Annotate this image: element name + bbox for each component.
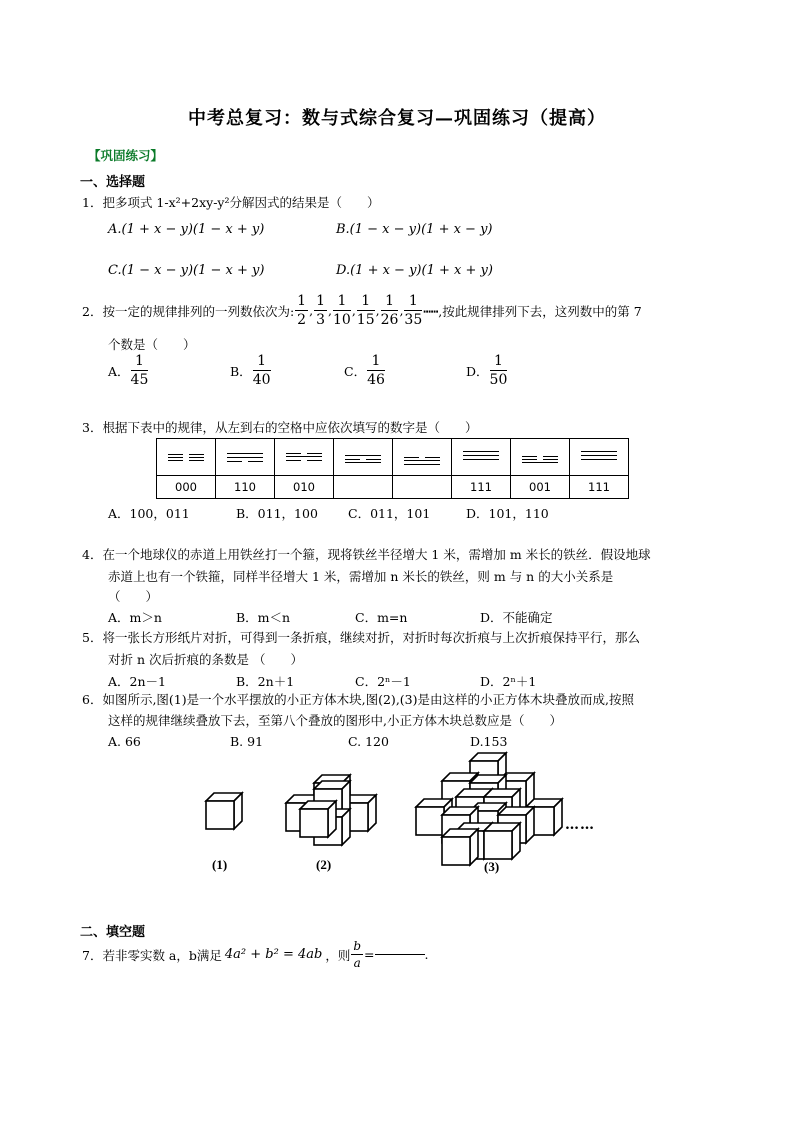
q7-end: . bbox=[424, 947, 429, 962]
q2-fraction-6: $\frac{1}{35}$ bbox=[404, 293, 423, 328]
q3-option-a: A．100，011 bbox=[108, 506, 190, 521]
q5-line1: 5．将一张长方形纸片对折，可得到一条折痕，继续对折，对折时每次折痕与上次折痕保持平行，那么 bbox=[82, 630, 640, 645]
q5-line2: 对折 n 次后折痕的条数是 （ ） bbox=[108, 652, 303, 667]
symbol-cell-3 bbox=[275, 439, 334, 476]
q2-stem-pre: 2．按一定的规律排列的一列数依次为: bbox=[82, 303, 295, 319]
q2-fraction-5: $\frac{1}{26}$ bbox=[380, 293, 399, 328]
code-cell-4 bbox=[334, 476, 393, 499]
q6-line1: 6．如图所示,图(1)是一个水平摆放的小正方体木块,图(2),(3)是由这样的小正方体木块叠放而成,按照 bbox=[82, 692, 634, 707]
q6-option-d: D.153 bbox=[470, 734, 508, 749]
code-cell-2: 110 bbox=[216, 476, 275, 499]
q6-figure bbox=[150, 745, 600, 885]
code-cell-6: 111 bbox=[452, 476, 511, 499]
q7-equation: 4a² + b² = 4ab bbox=[224, 947, 323, 962]
code-cell-8: 111 bbox=[570, 476, 629, 499]
q7-pre: 7．若非零实数 a，b满足 bbox=[82, 947, 222, 963]
symbol-cell-1 bbox=[157, 439, 216, 476]
q5-option-d: D．2ⁿ＋1 bbox=[480, 674, 537, 689]
q2-stem-line2: 个数是（ ） bbox=[108, 337, 196, 352]
code-cell-7: 001 bbox=[511, 476, 570, 499]
q4-option-c: C．m=n bbox=[355, 610, 408, 625]
q7-stem bbox=[82, 940, 429, 969]
q6-line2: 这样的规律继续叠放下去，至第八个叠放的图形中,小正方体木块总数应是（ ） bbox=[108, 713, 562, 728]
symbol-cell-4 bbox=[334, 439, 393, 476]
q4-option-a: A．m＞n bbox=[108, 610, 162, 625]
q2-fraction-1: $\frac{1}{2}$ bbox=[297, 293, 307, 328]
q5-option-b: B．2n＋1 bbox=[236, 674, 295, 689]
q7-answer-blank[interactable] bbox=[375, 954, 425, 955]
symbol-cell-6 bbox=[452, 439, 511, 476]
symbol-cell-2 bbox=[216, 439, 275, 476]
symbol-cell-8 bbox=[570, 439, 629, 476]
section-tag: 【巩固练习】 bbox=[88, 148, 164, 163]
q2-stem-post: ┅┅,按此规律排列下去，这列数中的第 7 bbox=[423, 303, 642, 319]
q6-option-a: A. 66 bbox=[108, 734, 141, 749]
q7-mid: ，则 bbox=[325, 947, 351, 963]
q1-stem: 1．把多项式 1-x²+2xy-y²分解因式的结果是（ ） bbox=[82, 195, 380, 210]
q1-option-b: B.(1 − x − y)(1 + x − y) bbox=[336, 222, 493, 237]
q4-option-b: B．m＜n bbox=[236, 610, 291, 625]
q4-line3: （ ） bbox=[108, 589, 159, 604]
q4-option-d: D．不能确定 bbox=[480, 610, 553, 625]
cube-figure-3 bbox=[416, 753, 562, 865]
q3-option-c: C．011，101 bbox=[348, 506, 431, 521]
cube-figure-2 bbox=[286, 775, 376, 845]
code-cell-1: 000 bbox=[157, 476, 216, 499]
code-cell-3: 010 bbox=[275, 476, 334, 499]
fig-label-3: (3) bbox=[484, 859, 500, 874]
q1-option-d: D.(1 + x − y)(1 + x + y) bbox=[336, 263, 493, 278]
q5-option-c: C．2ⁿ－1 bbox=[355, 674, 411, 689]
symbol-cell-5 bbox=[393, 439, 452, 476]
fig-label-2: (2) bbox=[316, 857, 332, 872]
q4-line1: 4．在一个地球仪的赤道上用铁丝打一个箍，现将铁丝半径增大 1 米，需增加 m 米长的铁丝．假设地球 bbox=[82, 547, 651, 562]
q2-option-c: C． $\frac{1}{46}$ bbox=[344, 353, 385, 388]
q7-fraction: $\frac{b}{a}$ bbox=[353, 939, 362, 970]
fig-label-1: (1) bbox=[212, 857, 228, 872]
q2-fraction-3: $\frac{1}{10}$ bbox=[332, 293, 351, 328]
q2-option-d: D． $\frac{1}{50}$ bbox=[466, 353, 508, 388]
q6-option-c: C. 120 bbox=[348, 734, 389, 749]
section-heading-fill: 二、填空题 bbox=[80, 925, 146, 940]
q3-option-d: D．101，110 bbox=[466, 506, 549, 521]
q3-pattern-table bbox=[156, 438, 629, 499]
page-title: 中考总复习：数与式综合复习—巩固练习（提高） bbox=[188, 108, 606, 129]
cube-figure-1 bbox=[206, 793, 242, 829]
symbol-cell-7 bbox=[511, 439, 570, 476]
q2-fraction-2: $\frac{1}{3}$ bbox=[316, 293, 325, 328]
q2-fraction-4: $\frac{1}{15}$ bbox=[356, 293, 375, 328]
q1-option-c: C.(1 − x − y)(1 − x + y) bbox=[108, 263, 265, 278]
q6-ellipsis: …… bbox=[565, 817, 595, 833]
q7-post: = bbox=[364, 947, 375, 962]
q1-option-a: A.(1 + x − y)(1 − x + y) bbox=[108, 222, 265, 237]
q2-stem: 2．按一定的规律排列的一列数依次为: $\frac{1}{2}$ , $\frac{1}{3}$ , $\frac{1}{10}$ , $\frac{1}{15}$ , $\frac{1}{26}$ , $\frac{1}{35}$ ┅┅,按此规律排列下去，这列数中的第 7 bbox=[82, 293, 642, 328]
section-heading-choice: 一、选择题 bbox=[80, 175, 146, 190]
q3-option-b: B．011，100 bbox=[236, 506, 318, 521]
q6-option-b: B. 91 bbox=[230, 734, 264, 749]
q4-line2: 赤道上也有一个铁箍，同样半径增大 1 米，需增加 n 米长的铁丝，则 m 与 n 的大小关系是 bbox=[108, 569, 614, 584]
q3-stem: 3．根据下表中的规律，从左到右的空格中应依次填写的数字是（ ） bbox=[82, 420, 478, 435]
q2-option-a: A． $\frac{1}{45}$ bbox=[108, 353, 149, 388]
q5-option-a: A．2n－1 bbox=[108, 674, 166, 689]
q2-option-b: B． $\frac{1}{40}$ bbox=[230, 353, 271, 388]
code-cell-5 bbox=[393, 476, 452, 499]
